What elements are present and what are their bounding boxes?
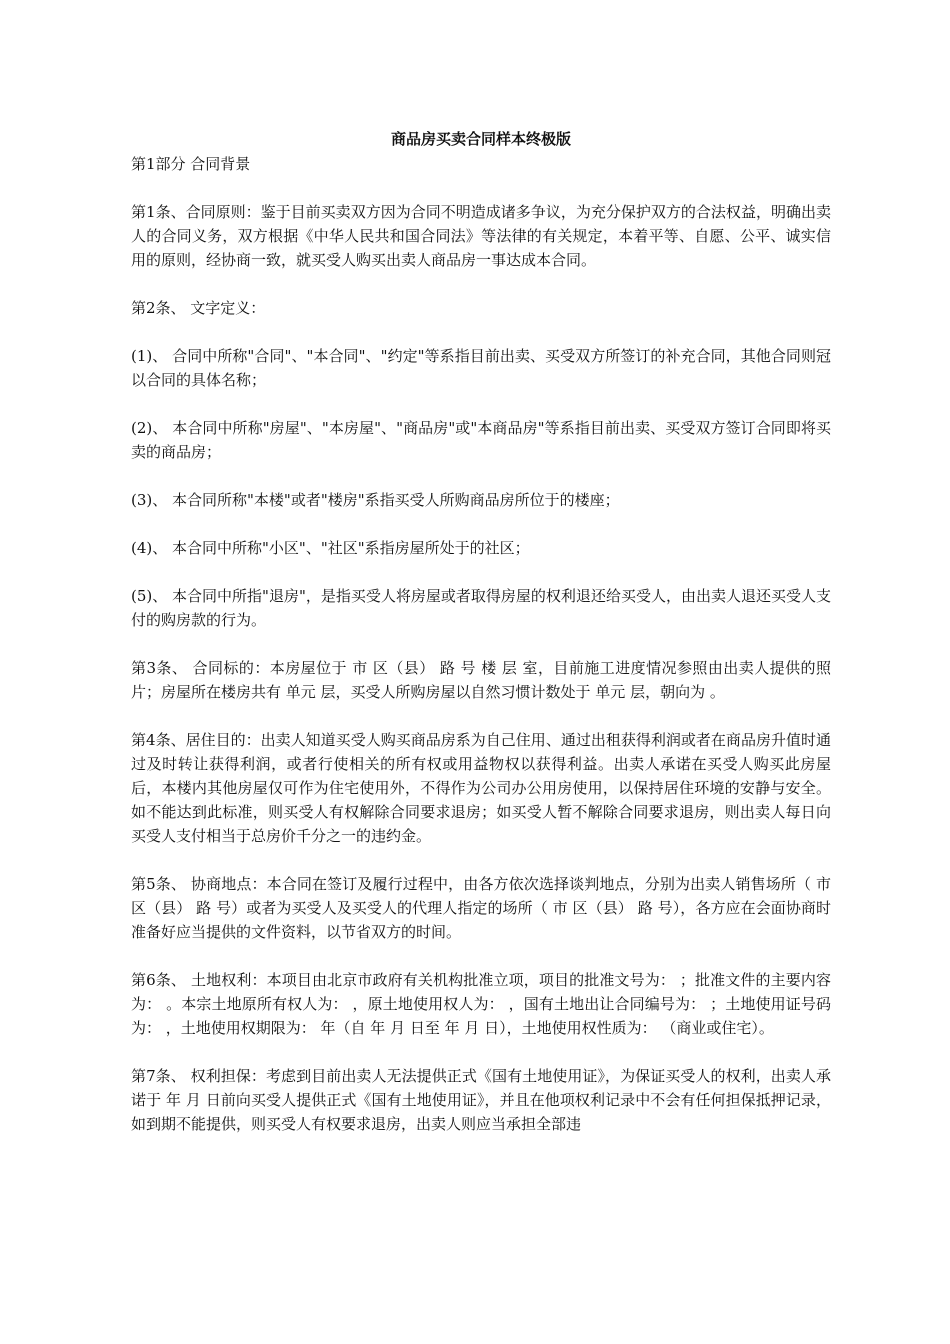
definition-3-paragraph: (3)、 本合同所称"本楼"或者"楼房"系指买受人所购商品房所位于的楼座； xyxy=(131,491,620,509)
article-2-paragraph: 第2条、 文字定义： xyxy=(131,299,266,317)
document-body xyxy=(131,128,831,1160)
part-heading: 第1部分 合同背景 xyxy=(131,155,251,173)
article-3-paragraph: 第3条、 合同标的：本房屋位于 市 区（县） 路 号 楼 层 室，目前施工进度情况参照由出卖人提供的照片；房屋所在楼房共有 单元 层，买受人所购房屋以自然习惯计数处于 单元 层，朝向为 。 xyxy=(131,659,831,701)
definition-4-paragraph: (4)、 本合同中所称"小区"、"社区"系指房屋所处于的社区； xyxy=(131,539,530,557)
definition-5-paragraph: (5)、 本合同中所指"退房"，是指买受人将房屋或者取得房屋的权利退还给买受人，由出卖人退还买受人支付的购房款的行为。 xyxy=(131,587,831,629)
article-5-paragraph: 第5条、 协商地点：本合同在签订及履行过程中，由各方依次选择谈判地点，分别为出卖人销售场所（ 市 区（县） 路 号）或者为买受人及买受人的代理人指定的场所（ 市 区（县） 路 号），各方应在会面协商时准备好应当提供的文件资料，以节省双方的时间。 xyxy=(131,875,831,941)
article-6-paragraph: 第6条、 土地权利：本项目由北京市政府有关机构批准立项，项目的批准文号为： ；批准文件的主要内容为： 。本宗土地原所有权人为： ，原土地使用权人为： ，国有土地出让合同编号为： ；土地使用证号码为： ，土地使用权期限为： 年（自 年 月 日至 年 月 日），土地使用权性质为： （商业或住宅）。 xyxy=(131,971,831,1037)
article-1-paragraph: 第1条、合同原则：鉴于目前买卖双方因为合同不明造成诸多争议，为充分保护双方的合法权益，明确出卖人的合同义务，双方根据《中华人民共和国合同法》等法律的有关规定，本着平等、自愿、公平、诚实信用的原则，经协商一致，就买受人购买出卖人商品房一事达成本合同。 xyxy=(131,203,831,269)
definition-1-paragraph: (1)、 合同中所称"合同"、"本合同"、"约定"等系指目前出卖、买受双方所签订的补充合同，其他合同则冠以合同的具体名称； xyxy=(131,347,831,389)
definition-2-paragraph: (2)、 本合同中所称"房屋"、"本房屋"、"商品房"或"本商品房"等系指目前出卖、买受双方签订合同即将买卖的商品房； xyxy=(131,419,831,461)
article-7-paragraph: 第7条、 权利担保：考虑到目前出卖人无法提供正式《国有土地使用证》，为保证买受人的权利，出卖人承诺于 年 月 日前向买受人提供正式《国有土地使用证》，并且在他项权利记录中不会有任何担保抵押记录，如到期不能提供，则买受人有权要求退房，出卖人则应当承担全部违 xyxy=(131,1067,831,1133)
document-title: 商品房买卖合同样本终极版 xyxy=(390,130,571,148)
article-4-paragraph: 第4条、居住目的：出卖人知道买受人购买商品房系为自己住用、通过出租获得利润或者在商品房升值时通过及时转让获得利润，或者行使相关的所有权或用益物权以获得利益。出卖人承诺在买受人购买此房屋后，本楼内其他房屋仅可作为住宅使用外，不得作为公司办公用房使用，以保持居住环境的安静与安全。如不能达到此标准，则买受人有权解除合同要求退房；如买受人暂不解除合同要求退房，则出卖人每日向买受人支付相当于总房价千分之一的违约金。 xyxy=(131,731,831,845)
